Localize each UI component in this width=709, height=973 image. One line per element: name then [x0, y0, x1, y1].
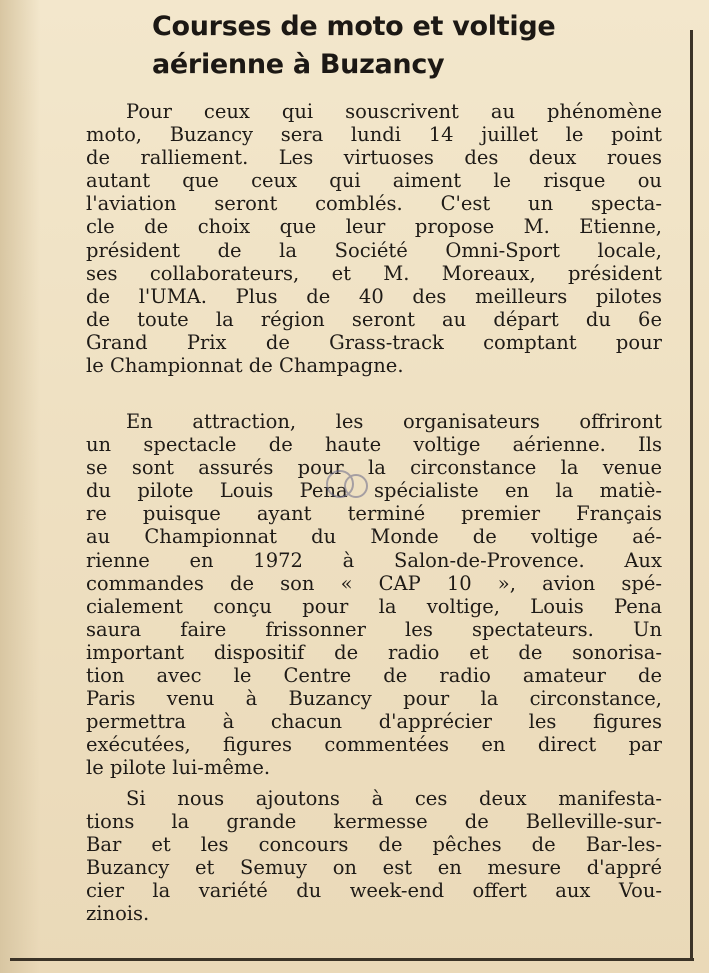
article-line: tion avec le Centre de radio amateur de: [86, 664, 662, 688]
article-line: important dispositif de radio et de sonorisa-: [86, 640, 662, 664]
article-line: permettra à chacun d'apprécier les figures: [86, 710, 662, 734]
article-line: moto, Buzancy sera lundi 14 juillet le point: [86, 123, 662, 147]
article-line: cier la variété du week-end offert aux Vou-: [86, 879, 662, 903]
article-line: le pilote lui-même.: [86, 756, 271, 780]
article-paragraph-3: [86, 787, 662, 926]
article-line: saura faire frissonner les spectateurs. Un: [86, 617, 662, 641]
article-line: Grand Prix de Grass-track comptant pour: [86, 330, 662, 354]
article-line: de l'UMA. Plus de 40 des meilleurs pilotes: [86, 284, 662, 308]
article-line: tions la grande kermesse de Belleville-sur-: [86, 810, 662, 834]
article-line: de toute la région seront au départ du 6e: [86, 307, 662, 331]
ink-stamp-mark: [318, 462, 378, 508]
article-line: de ralliement. Les virtuoses des deux roues: [86, 146, 662, 170]
headline-line: Courses de moto et voltige: [152, 11, 556, 42]
column-rule-bottom: [10, 958, 694, 961]
article-line: rienne en 1972 à Salon-de-Provence. Aux: [86, 548, 662, 572]
article-line: Si nous ajoutons à ces deux manifesta-: [126, 787, 662, 810]
article-line: exécutées, figures commentées en direct par: [86, 733, 662, 757]
article-line: l'aviation seront comblés. C'est un specta-: [86, 192, 662, 216]
article-line: autant que ceux qui aiment le risque ou: [86, 169, 662, 193]
article-paragraph-1: [86, 100, 662, 377]
headline-line: aérienne à Buzancy: [152, 49, 445, 80]
article-line: Buzancy et Semuy on est en mesure d'appré: [86, 856, 662, 880]
article-headline: [152, 8, 555, 84]
article-line: cle de choix que leur propose M. Etienne,: [86, 215, 662, 239]
article-line: au Championnat du Monde de voltige aé-: [86, 525, 662, 549]
article-line: cialement conçu pour la voltige, Louis Pena: [86, 594, 662, 618]
article-line: Pour ceux qui souscrivent au phénomène: [126, 100, 662, 123]
article-line: un spectacle de haute voltige aérienne. Ils: [86, 433, 662, 457]
article-line: ses collaborateurs, et M. Moreaux, président: [86, 261, 662, 285]
article-line: re puisque ayant terminé premier Français: [86, 502, 662, 526]
article-line: commandes de son « CAP 10 », avion spé-: [86, 571, 662, 595]
paper-edge-shadow: [0, 0, 40, 973]
article-line: président de la Société Omni-Sport locale,: [86, 238, 662, 262]
article-line: Bar et les concours de pêches de Bar-les-: [86, 833, 662, 857]
column-rule-right: [690, 30, 693, 960]
article-line: Paris venu à Buzancy pour la circonstance,: [86, 687, 662, 711]
article-line: du pilote Louis Pena spécialiste en la matiè-: [86, 479, 662, 503]
article-line: zinois.: [86, 902, 150, 926]
article-line: se sont assurés pour la circonstance la venue: [86, 456, 662, 480]
article-line: le Championnat de Champagne.: [86, 354, 404, 378]
article-line: En attraction, les organisateurs offriront: [126, 410, 662, 433]
